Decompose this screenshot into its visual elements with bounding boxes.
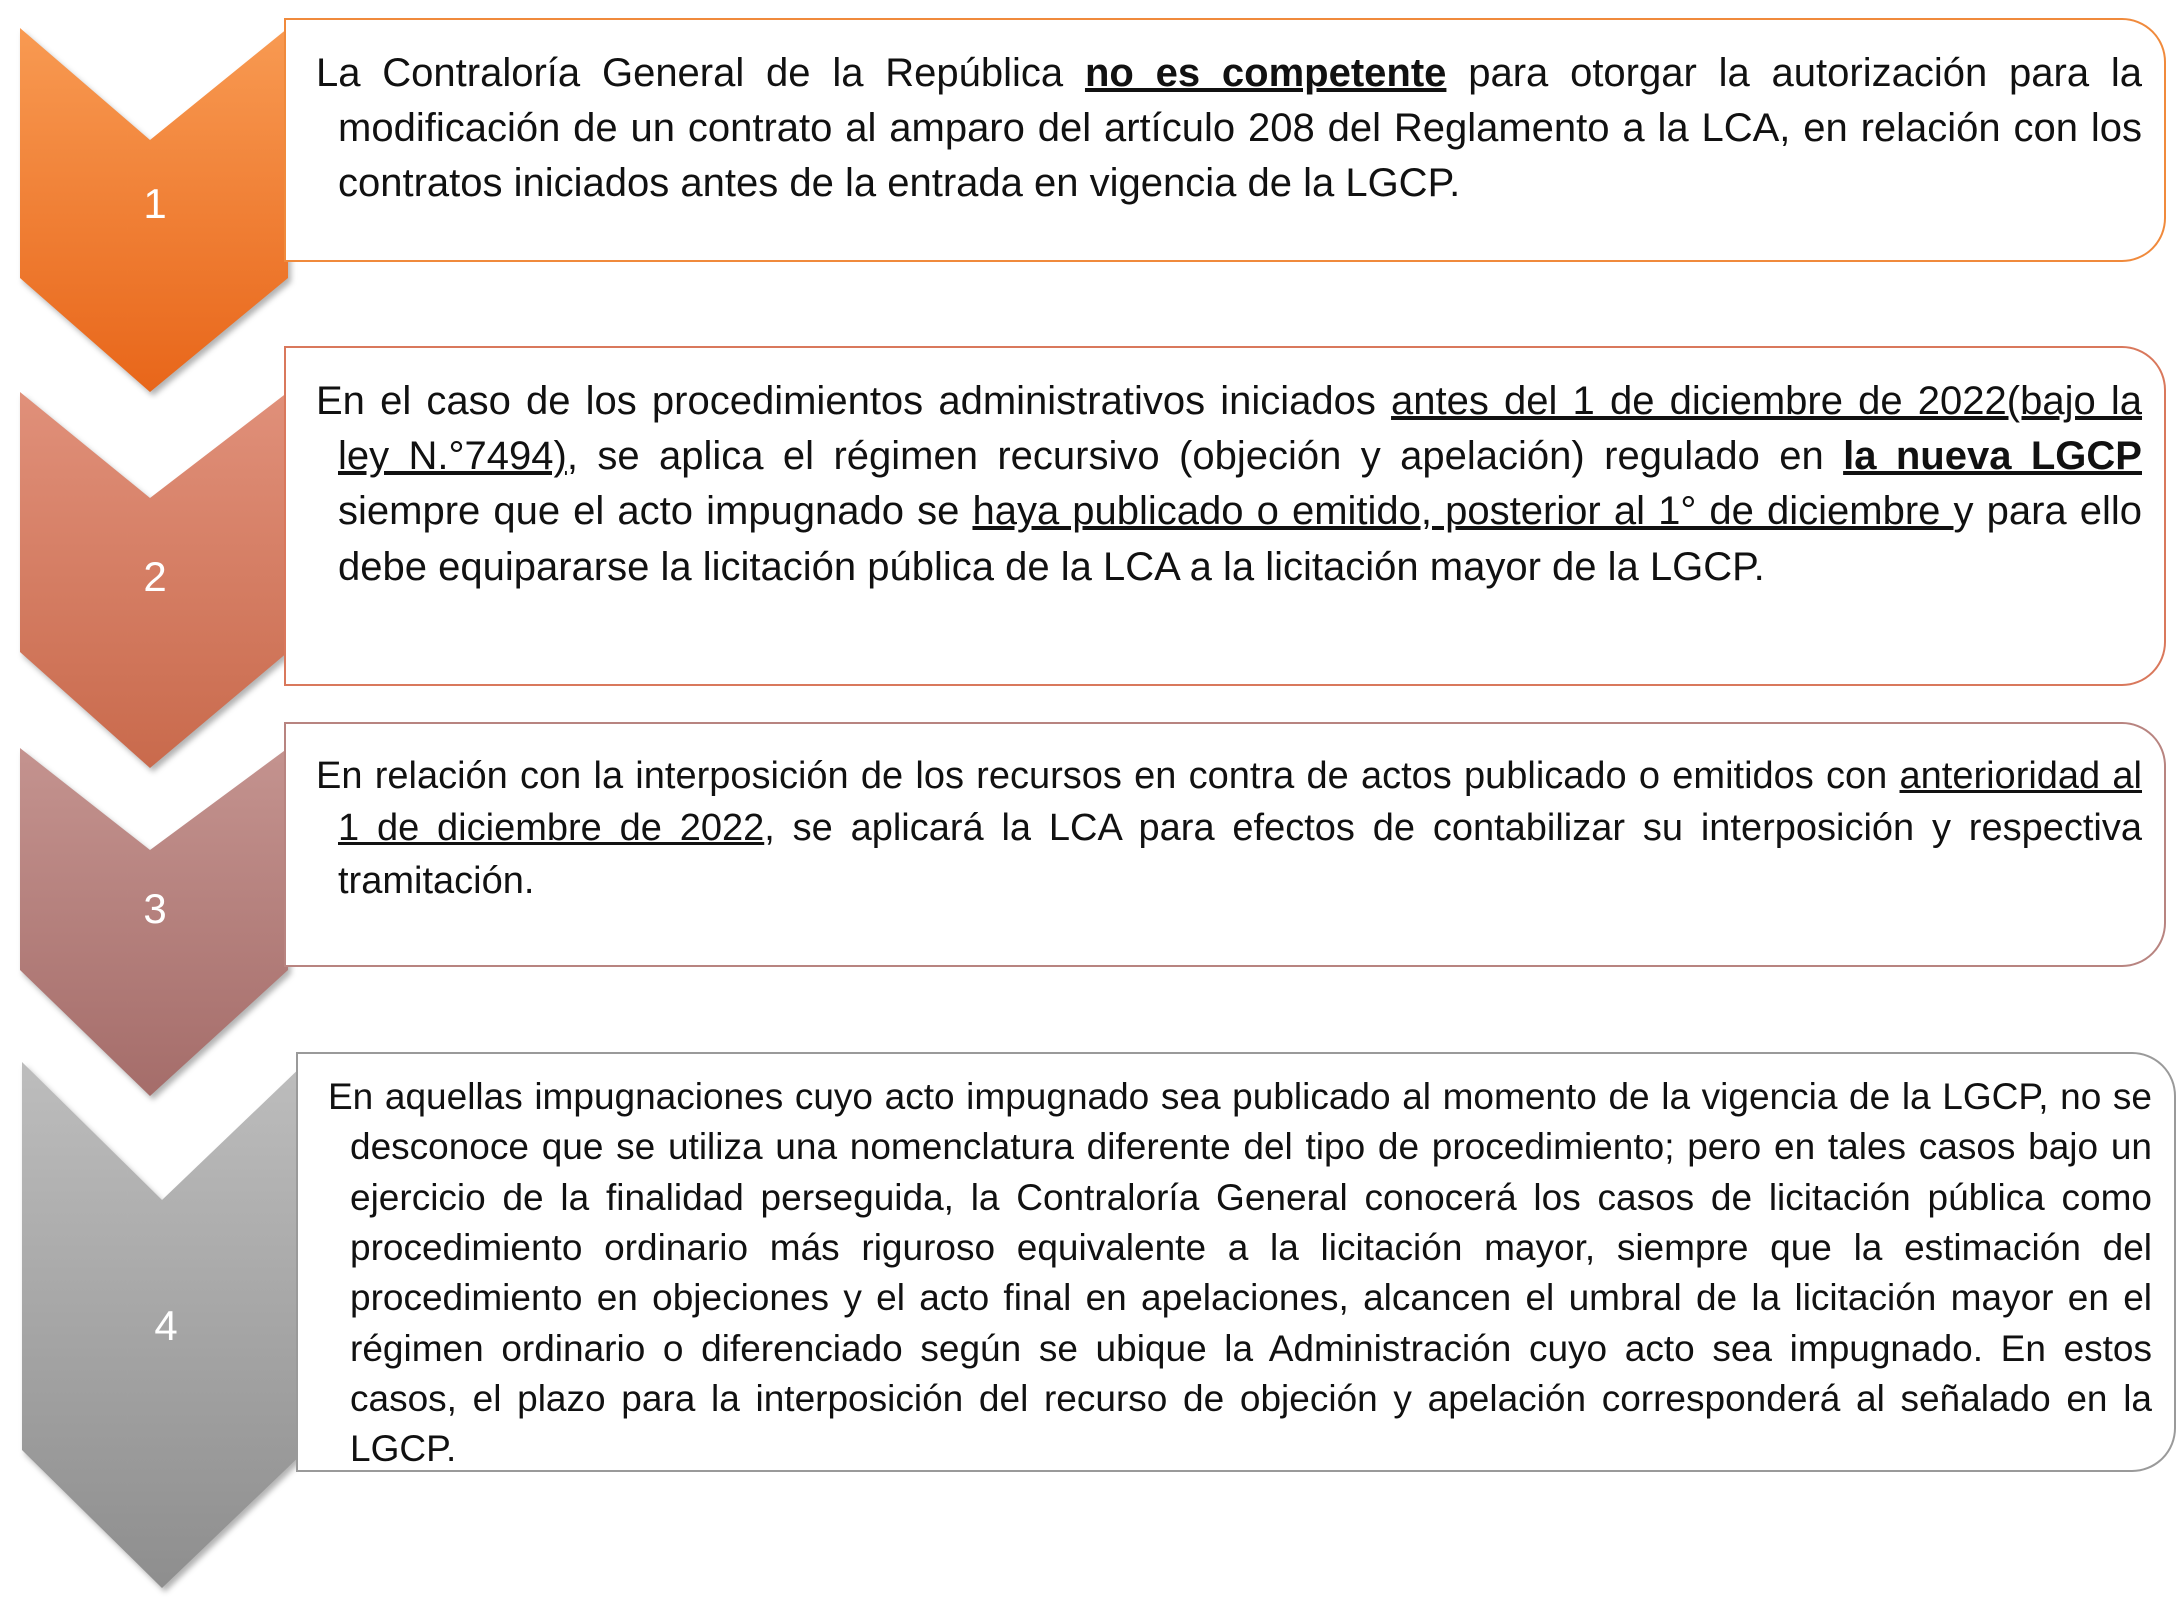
step-2	[0, 370, 2179, 780]
step-4-text-box	[296, 1052, 2176, 1472]
step-1-text-box	[284, 18, 2166, 262]
step-2-text-box	[284, 346, 2166, 686]
step-4-text: En aquellas impugnaciones cuyo acto impugnado sea publicado al momento de la vigencia de la LGCP, no se desconoce que se utiliza una nomenclatura diferente del tipo de procedimiento; pero en tales casos bajo un ejercicio de la finalidad perseguida, la Contraloría General conocerá los casos de licitación pública como procedimiento ordinario más riguroso equivalente a la licitación mayor, siempre que la estimación del procedimiento en objeciones y el acto final en apelaciones, alcancen el umbral de la licitación mayor en el régimen ordinario o diferenciado según se ubique la Administración cuyo acto sea impugnado. En estos casos, el plazo para la interposición del recurso de objeción y apelación corresponderá al señalado en la LGCP.	[328, 1076, 2152, 1470]
step-4	[0, 1040, 2179, 1600]
step-2-number: 2	[143, 553, 167, 600]
step-1	[0, 20, 2179, 400]
step-2-text: En el caso de los procedimientos administrativos iniciados antes del 1 de diciembre de 2022(bajo la ley N.°7494), se aplica el régimen recursivo (objeción y apelación) regulado en la nueva LGCP siempre que el acto impugnado se haya publicado o emitido, posterior al 1° de diciembre y para ello debe equipararse la licitación pública de la LCA a la licitación mayor de la LGCP.	[316, 379, 2143, 589]
step-1-text: La Contraloría General de la República no es competente para otorgar la autorización para la modificación de un contrato al amparo del artículo 208 del Reglamento a la LCA, en relación con los contratos iniciados antes de la entrada en vigencia de la LGCP.	[316, 51, 2143, 206]
step-3-text-box	[284, 722, 2166, 967]
step-3-text: En relación con la interposición de los recursos en contra de actos publicado o emitidos con anterioridad al 1 de diciembre de 2022, se aplicará la LCA para efectos de contabilizar su interposición y respectiva tramitación.	[316, 755, 2142, 902]
step-3-number: 3	[143, 885, 167, 932]
step-4-number: 4	[154, 1302, 178, 1349]
step-1-number: 1	[143, 180, 167, 227]
